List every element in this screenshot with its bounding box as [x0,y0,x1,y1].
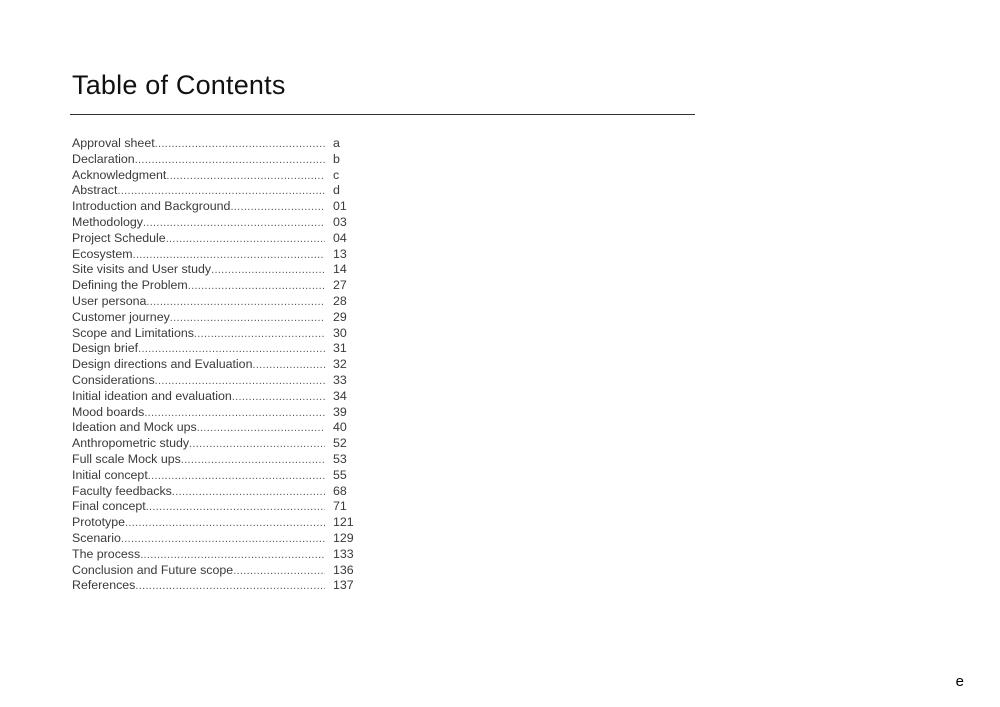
toc-entry [72,484,362,500]
toc-entry-page: 40 [333,420,347,435]
toc-entry-label: Defining the Problem [72,278,188,293]
toc-dot-leader [211,263,325,279]
toc-entry [72,152,362,168]
toc-entry-text [72,563,325,580]
toc-dot-leader [117,184,325,200]
toc-entry-page: d [333,183,340,198]
toc-entry-text [72,499,325,516]
toc-dot-leader [189,437,325,453]
toc-entry-label: Conclusion and Future scope [72,562,234,577]
toc-entry-page: 121 [333,515,354,530]
toc-entry-page: 71 [333,499,347,514]
toc-entry-label: Initial ideation and evaluation [72,388,232,403]
toc-entry [72,199,362,215]
toc-entry [72,373,362,389]
toc-entry-label: Methodology [72,214,143,229]
toc-dot-leader [144,406,325,422]
toc-entry [72,468,362,484]
toc-entry-page: 01 [333,199,347,214]
toc-entry-text [72,373,325,390]
toc-entry-text [72,389,325,406]
title-divider [70,114,695,115]
toc-dot-leader [121,532,325,548]
toc-entry [72,310,362,326]
toc-entry [72,389,362,405]
toc-entry [72,341,362,357]
toc-dot-leader [252,358,325,374]
toc-entry-text [72,547,325,564]
toc-entry-label: Project Schedule [72,230,166,245]
toc-entry-page: 27 [333,278,347,293]
toc-entry [72,183,362,199]
table-of-contents [72,136,362,594]
toc-dot-leader [146,500,325,516]
toc-entry [72,136,362,152]
toc-entry [72,515,362,531]
toc-entry [72,294,362,310]
toc-entry [72,357,362,373]
toc-entry-text [72,468,325,485]
toc-entry-page: 55 [333,467,347,482]
toc-entry [72,499,362,515]
toc-dot-leader [188,279,325,295]
toc-entry-text [72,136,325,153]
toc-entry [72,578,362,594]
toc-entry [72,262,362,278]
toc-entry-text [72,152,325,169]
toc-entry-text [72,357,325,374]
toc-entry-text [72,420,325,437]
toc-entry-label: Final concept [72,499,146,514]
toc-entry-label: Mood boards [72,404,145,419]
toc-entry-text [72,531,325,548]
toc-entry-label: Initial concept [72,467,148,482]
toc-entry-label: Ecosystem [72,246,133,261]
page-number: e [955,673,964,690]
toc-entry-text [72,578,325,595]
toc-entry-text [72,183,325,200]
toc-entry-text [72,199,325,216]
toc-entry-label: Declaration [72,151,135,166]
toc-entry [72,452,362,468]
toc-entry-label: Prototype [72,515,126,530]
toc-entry-label: Introduction and Background [72,199,231,214]
toc-entry-page: 04 [333,230,347,245]
toc-entry-page: c [333,167,340,182]
toc-entry-page: 29 [333,309,347,324]
toc-entry-label: Customer journey [72,309,170,324]
toc-entry-page: 136 [333,562,354,577]
toc-entry-page: 68 [333,483,347,498]
toc-entry-page: 13 [333,246,347,261]
toc-entry-text [72,310,325,327]
toc-entry-text [72,436,325,453]
toc-entry-label: Site visits and User study [72,262,212,277]
toc-entry [72,231,362,247]
toc-entry-page: 39 [333,404,347,419]
toc-dot-leader [230,200,325,216]
toc-entry-text [72,168,325,185]
toc-entry-text [72,278,325,295]
toc-entry-page: a [333,136,340,150]
toc-entry-label: Full scale Mock ups [72,451,181,466]
toc-entry [72,215,362,231]
toc-dot-leader [172,485,325,501]
toc-dot-leader [232,390,325,406]
toc-dot-leader [135,153,325,169]
toc-entry-page: 137 [333,578,354,593]
toc-entry-page: 33 [333,372,347,387]
toc-dot-leader [181,453,325,469]
toc-entry-page: 14 [333,262,347,277]
toc-entry-page: 34 [333,388,347,403]
toc-dot-leader [146,295,325,311]
toc-entry-label: Anthropometric study [72,436,190,451]
toc-dot-leader [125,516,325,532]
toc-dot-leader [197,421,325,437]
toc-entry-text [72,294,325,311]
toc-dot-leader [143,216,325,232]
toc-entry-label: Design directions and Evaluation [72,357,253,372]
toc-entry-page: 32 [333,357,347,372]
toc-dot-leader [166,232,325,248]
toc-entry-label: User persona [72,293,147,308]
toc-entry [72,531,362,547]
toc-entry-label: Considerations [72,372,155,387]
toc-entry-page: 31 [333,341,347,356]
toc-entry-text [72,326,325,343]
toc-dot-leader [135,579,325,595]
toc-dot-leader [148,469,325,485]
toc-dot-leader [140,548,325,564]
toc-entry [72,547,362,563]
toc-dot-leader [138,342,325,358]
toc-dot-leader [194,327,325,343]
toc-entry-label: Design brief [72,341,139,356]
toc-entry-text [72,484,325,501]
toc-entry-label: Approval sheet [72,136,155,150]
toc-entry [72,326,362,342]
toc-dot-leader [133,248,325,264]
toc-entry-text [72,405,325,422]
toc-dot-leader [170,311,325,327]
toc-entry-label: The process [72,546,141,561]
toc-entry-label: Faculty feedbacks [72,483,172,498]
toc-entry-text [72,247,325,264]
toc-entry-text [72,215,325,232]
toc-entry [72,405,362,421]
toc-entry-text [72,341,325,358]
toc-entry-page: 30 [333,325,347,340]
toc-entry-label: Ideation and Mock ups [72,420,197,435]
toc-dot-leader [166,169,325,185]
toc-entry [72,563,362,579]
toc-entry-page: 129 [333,530,354,545]
toc-entry-page: 133 [333,546,354,561]
toc-dot-leader [155,137,325,153]
toc-entry-page: 52 [333,436,347,451]
toc-entry [72,420,362,436]
toc-entry-label: Acknowledgment [72,167,167,182]
toc-entry-text [72,262,325,279]
toc-entry [72,168,362,184]
toc-entry-page: b [333,151,340,166]
toc-entry [72,436,362,452]
toc-entry-page: 53 [333,451,347,466]
toc-entry-label: Scope and Limitations [72,325,194,340]
page-title: Table of Contents [72,70,286,100]
toc-entry-page: 28 [333,293,347,308]
toc-entry-page: 03 [333,214,347,229]
toc-dot-leader [233,564,325,580]
toc-entry-text [72,515,325,532]
toc-entry-text [72,452,325,469]
toc-entry-label: References [72,578,136,593]
toc-entry [72,247,362,263]
toc-entry-label: Abstract [72,183,118,198]
toc-entry-label: Scenario [72,530,121,545]
toc-dot-leader [155,374,325,390]
toc-entry-text [72,231,325,248]
toc-entry [72,278,362,294]
